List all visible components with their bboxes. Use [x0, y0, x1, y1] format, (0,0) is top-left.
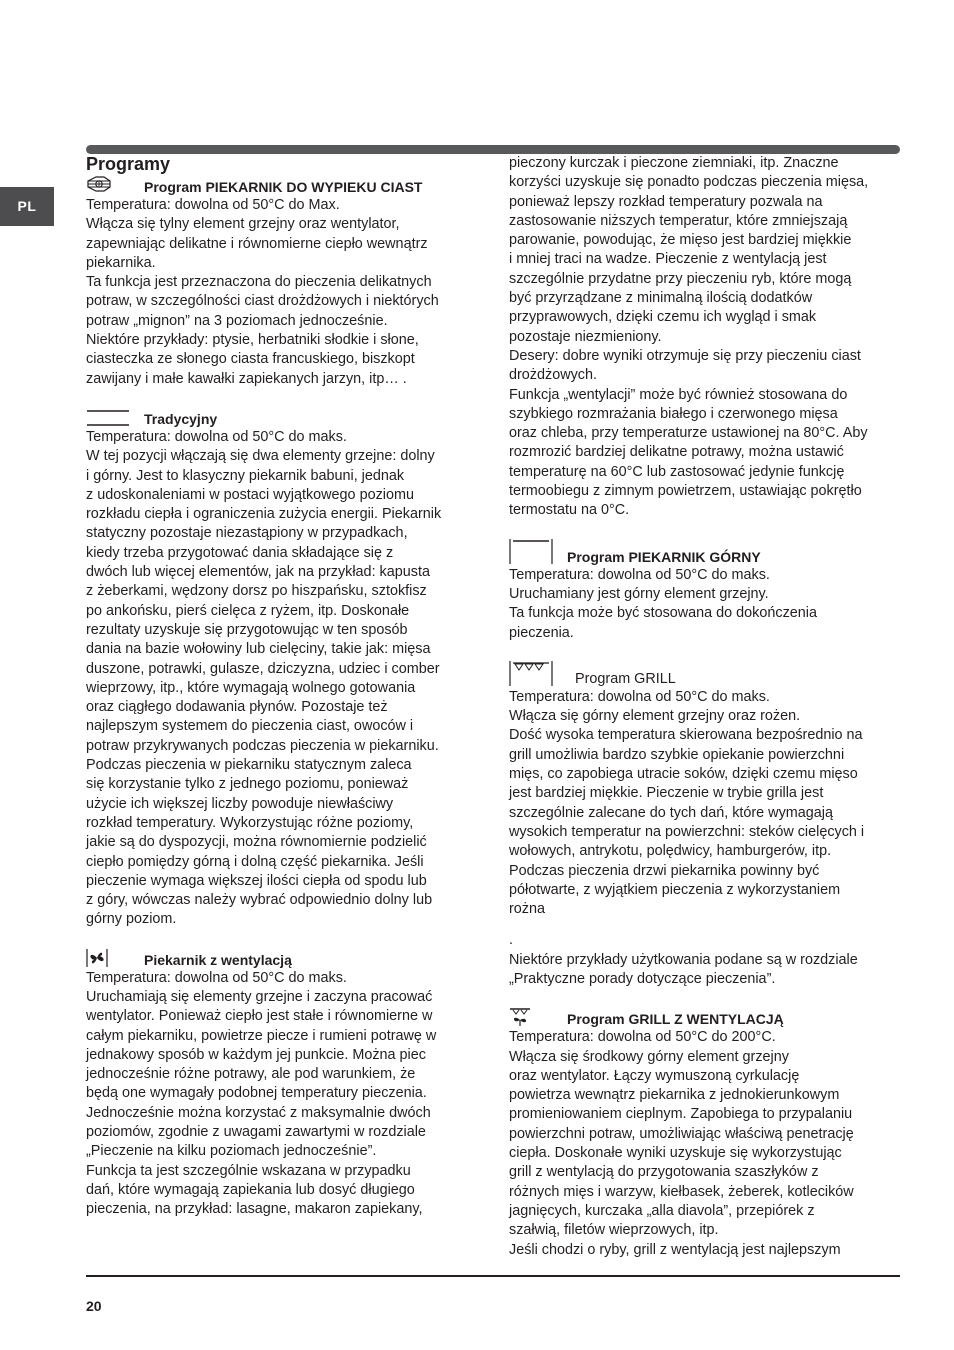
text-line: Funkcja „wentylacji” może być również stosowana do — [509, 386, 848, 403]
text-line: rozmrozić bardziej delikatne potrawy, można ustawić — [509, 444, 844, 461]
text-line: Temperatura: dowolna od 50°C do Max. — [86, 197, 340, 213]
text-line: szybkiego rozmrażania białego i czerwonego mięsa — [509, 405, 838, 422]
text-line: będą one wymagały podobnej temperatury pieczenia. — [86, 1085, 427, 1102]
program-heading-text: Tradycyjny — [144, 410, 218, 427]
text-line: całym piekarniku, powietrze piecze i rumieni potrawę w — [86, 1027, 437, 1044]
text-line: „Pieczenie na kilku poziomach jednocześnie”. — [86, 1143, 377, 1160]
program-heading-traditional — [86, 407, 476, 428]
program-heading-multilevel — [86, 175, 476, 196]
text-line: Temperatura: dowolna od 50°C do maks. — [509, 566, 770, 583]
text-line: Włącza się środkowy górny element grzejny — [509, 1048, 789, 1065]
text-line: pieczony kurczak i pieczone ziemniaki, itp. Znaczne — [509, 155, 839, 171]
text-line: przyprawowych, dzięki czemu ich wygląd i smak — [509, 309, 817, 326]
text-line: jakie są do dyspozycji, można równomiernie podzielić — [86, 834, 427, 851]
text-line: pieczenia. — [509, 624, 574, 641]
text-line: Niektóre przykłady: ptysie, herbatniki słodkie i słone, — [86, 332, 419, 349]
text-line: ciasteczka ze słonego ciasta francuskiego, biszkopt — [86, 351, 415, 368]
text-line: i górny. Jest to klasyczny piekarnik babuni, jednak — [86, 467, 405, 484]
text-line: po ankońsku, pierś cielęca z ryżem, itp. Doskonałe — [86, 602, 410, 619]
grill-icon — [509, 659, 553, 687]
text-line: półotwarte, z wyjątkiem pieczenia z wykorzystaniem — [509, 881, 841, 898]
text-line: grill z wentylacją do przygotowania szaszłyków z — [509, 1164, 819, 1181]
text-line: Jeśli chodzi o ryby, grill z wentylacją jest najlepszym — [509, 1241, 841, 1258]
program-heading-fan — [86, 948, 476, 969]
stray-dot: . — [509, 932, 513, 949]
text-line: wysokich temperatur na powierzchni: steków cielęcych i — [509, 823, 865, 840]
text-line: duszone, potrawki, gulasze, dziczyzna, udziec i comber — [86, 660, 440, 677]
text-line: się korzystanie tylko z jednego poziomu, ponieważ — [86, 776, 409, 793]
text-line: jednocześnie różne potrawy, ale pod warunkiem, że — [86, 1066, 416, 1083]
text-line: dań, które wymagają zapiekania lub dosyć długiego — [86, 1181, 415, 1198]
text-line: z udoskonaleniami w postaci wyjątkowego poziomu — [86, 486, 414, 503]
text-line: pieczenia, na przykład: lasagne, makaron zapiekany, — [86, 1201, 423, 1218]
top-bottom-heat-icon — [86, 407, 130, 427]
program-heading-text: Program GRILL Z WENTYLACJĄ — [567, 1011, 784, 1028]
right-column — [509, 154, 901, 1260]
text-line: statyczny pozostaje niezastąpiony w przypadkach, — [86, 525, 408, 542]
text-line: wentylator. Ponieważ ciepło jest stałe i równomierne w — [86, 1008, 433, 1025]
text-line: jest bardziej miękkie. Pieczenie w trybie grilla jest — [509, 785, 824, 802]
text-line: szczególnie zalecane do tych dań, które wymagają — [509, 804, 833, 821]
program-heading-text: Program GRILL — [575, 670, 676, 687]
text-line: „Praktyczne porady dotyczące pieczenia”. — [509, 970, 776, 987]
text-line: potraw przykrywanych podczas pieczenia w piekarniku. — [86, 737, 439, 754]
text-line: zawijany i małe kawałki zapiekanych jarzyn, itp… . — [86, 370, 407, 387]
text-line: kiedy trzeba przygotować dania składające się z — [86, 544, 394, 561]
continued-text — [509, 154, 901, 521]
program-heading-grill — [509, 661, 901, 688]
text-line: różnych mięs i warzyw, kiełbasek, żeberek, kotlecików — [509, 1183, 854, 1200]
text-line: zastosowanie niższych temperatur, które zmniejszają — [509, 212, 848, 229]
text-line: temperaturę na 60°C lub zastosować jedynie funkcję — [509, 463, 845, 480]
program-text-top-heat — [509, 566, 901, 643]
text-line: powierzchni potraw, umożliwiając właściwą penetrację — [509, 1125, 854, 1142]
text-line: poziomów, zgodnie z uwagami zawartymi w rozdziale — [86, 1124, 426, 1141]
text-line: użycie ich większej liczby powoduje niewłaściwy — [86, 795, 394, 812]
text-line: dwóch lub więcej elementów, jak na przykład: kapusta — [86, 564, 430, 581]
text-line: zapewniając delikatne i równomierne ciepło wewnątrz — [86, 235, 428, 252]
top-divider — [86, 145, 900, 154]
program-heading-text: Program PIEKARNIK GÓRNY — [567, 548, 761, 565]
program-text-traditional — [86, 428, 476, 930]
text-line: oraz chleba, przy temperaturze ustawionej na 80°C. Aby — [509, 425, 868, 442]
program-text-multilevel — [86, 196, 476, 389]
text-line: jagnięcych, kurczaka „alla diavola”, przepiórek z — [509, 1202, 815, 1219]
text-line: Desery: dobre wyniki otrzymuje się przy pieczeniu ciast — [509, 347, 861, 364]
text-line: Uruchamiają się elementy grzejne i zaczyna pracować — [86, 988, 433, 1005]
text-line: górny poziom. — [86, 911, 177, 928]
text-line: rozkładu ciepła i ograniczenia zużycia energii. Piekarnik — [86, 506, 442, 523]
text-line: szałwią, filetów wieprzowych, itp. — [509, 1222, 719, 1239]
text-line: Podczas pieczenia w piekarniku statycznym zaleca — [86, 757, 412, 774]
text-line: parowanie, powodując, że mięso jest bardziej miękkie — [509, 232, 852, 249]
text-line: Niektóre przykłady użytkowania podane są w rozdziale — [509, 951, 858, 968]
text-line: promieniowaniem cieplnym. Zapobiega to przypalaniu — [509, 1106, 853, 1123]
text-line: mięs, co zapobiega utracie soków, dzięki czemu mięso — [509, 766, 858, 783]
language-tab: PL — [0, 187, 54, 226]
program-heading-text: Piekarnik z wentylacją — [144, 951, 292, 968]
text-line: ciepła. Doskonałe wyniki uzyskuje się wykorzystując — [509, 1145, 842, 1162]
text-line: pieczenie wymaga większej ilości ciepła od spodu lub — [86, 872, 427, 889]
text-line: Ta funkcja może być stosowana do dokończenia — [509, 605, 817, 622]
program-text-grill-note — [509, 951, 901, 990]
text-line: oraz wentylator. Łączy wymuszoną cyrkulację — [509, 1067, 800, 1084]
text-line: potraw, w szczególności ciast drożdżowych i niektórych — [86, 293, 439, 310]
text-line: wołowych, antrykotu, polędwicy, hamburgerów, itp. — [509, 843, 832, 860]
text-line: Temperatura: dowolna od 50°C do maks. — [509, 688, 770, 705]
text-line: Temperatura: dowolna od 50°C do 200°C. — [509, 1029, 776, 1046]
text-line: drożdżowych. — [509, 367, 597, 384]
text-line: być przyrządzane z minimalną ilością dodatków — [509, 290, 813, 307]
text-line: najlepszym systemem do pieczenia ciast, owoców i — [86, 718, 414, 735]
text-line: potraw „mignon” na 3 poziomach jednocześnie. — [86, 312, 388, 329]
text-line: ciepło pomiędzy górną i dolną część piekarnika. Jeśli — [86, 853, 424, 870]
text-line: Włącza się górny element grzejny oraz rożen. — [509, 708, 801, 725]
text-line: dania na bazie wołowiny lub cielęciny, takie jak: mięsa — [86, 641, 431, 658]
text-line: jednakowy sposób w każdym jej punkcie. Można piec — [86, 1046, 426, 1063]
program-heading-fan-grill — [509, 1007, 901, 1028]
program-heading-top-heat — [509, 539, 901, 566]
text-line: Włącza się tylny element grzejny oraz wentylator, — [86, 216, 400, 233]
fan-grill-icon — [509, 1007, 531, 1027]
text-line: W tej pozycji włączają się dwa elementy grzejne: dolny — [86, 448, 435, 465]
page-number: 20 — [86, 1298, 102, 1314]
text-line: wieprzowy, itp., które wymagają wolnego gotowania — [86, 679, 416, 696]
text-line: ponieważ lepszy rozkład temperatury pozwala na — [509, 193, 823, 210]
bottom-divider — [86, 1275, 900, 1277]
program-text-grill — [509, 688, 901, 920]
text-line: rozkład temperatury. Wykorzystując różne poziomy, — [86, 814, 414, 831]
text-line: termoobiegu z zimnym powietrzem, ustawiając pokrętło — [509, 483, 862, 500]
text-line: piekarnika. — [86, 254, 156, 271]
text-line: Dość wysoka temperatura skierowana bezpośrednio na — [509, 727, 863, 744]
text-line: Ta funkcja jest przeznaczona do pieczenia delikatnych — [86, 274, 432, 291]
left-column — [86, 154, 476, 1220]
text-line: pozostaje niezmieniony. — [509, 328, 662, 345]
text-line: Podczas pieczenia drzwi piekarnika powinny być — [509, 862, 820, 879]
top-heat-icon — [509, 537, 553, 565]
program-heading-text: Program PIEKARNIK DO WYPIEKU CIAST — [144, 179, 423, 195]
fan-icon — [86, 948, 108, 968]
text-line: rożna — [509, 901, 545, 918]
text-line: oraz ciągłego dodawania płynów. Pozostaje też — [86, 699, 388, 716]
text-line: z żeberkami, wędzony dorsz po hiszpańsku, sztokfisz — [86, 583, 427, 600]
text-line: Uruchamiany jest górny element grzejny. — [509, 585, 769, 602]
text-line: powietrza wewnątrz piekarnika z jednokierunkowym — [509, 1087, 840, 1104]
section-title: Programy — [86, 154, 171, 174]
program-text-fan-grill — [509, 1028, 901, 1260]
multilevel-bake-icon — [86, 175, 112, 195]
text-line: Jednocześnie można korzystać z maksymalnie dwóch — [86, 1104, 431, 1121]
text-line: rezultaty uzyskuje się przygotowując w ten sposób — [86, 621, 408, 638]
text-line: i mniej traci na wadze. Pieczenie z wentylacją jest — [509, 251, 827, 268]
program-text-fan — [86, 969, 476, 1220]
text-line: grill umożliwia bardzo szybkie opiekanie powierzchni — [509, 746, 845, 763]
text-line: Funkcja ta jest szczególnie wskazana w przypadku — [86, 1162, 411, 1179]
text-line: z góry, wówczas należy wybrać odpowiednio dolny lub — [86, 892, 433, 909]
text-line: korzyści uzyskuje się ponadto podczas pieczenia mięsa, — [509, 174, 869, 191]
text-line: Temperatura: dowolna od 50°C do maks. — [86, 969, 347, 986]
text-line: termostatu na 0°C. — [509, 502, 630, 519]
text-line: szczególnie przydatne przy pieczeniu ryb, które mogą — [509, 270, 852, 287]
text-line: Temperatura: dowolna od 50°C do maks. — [86, 428, 347, 445]
